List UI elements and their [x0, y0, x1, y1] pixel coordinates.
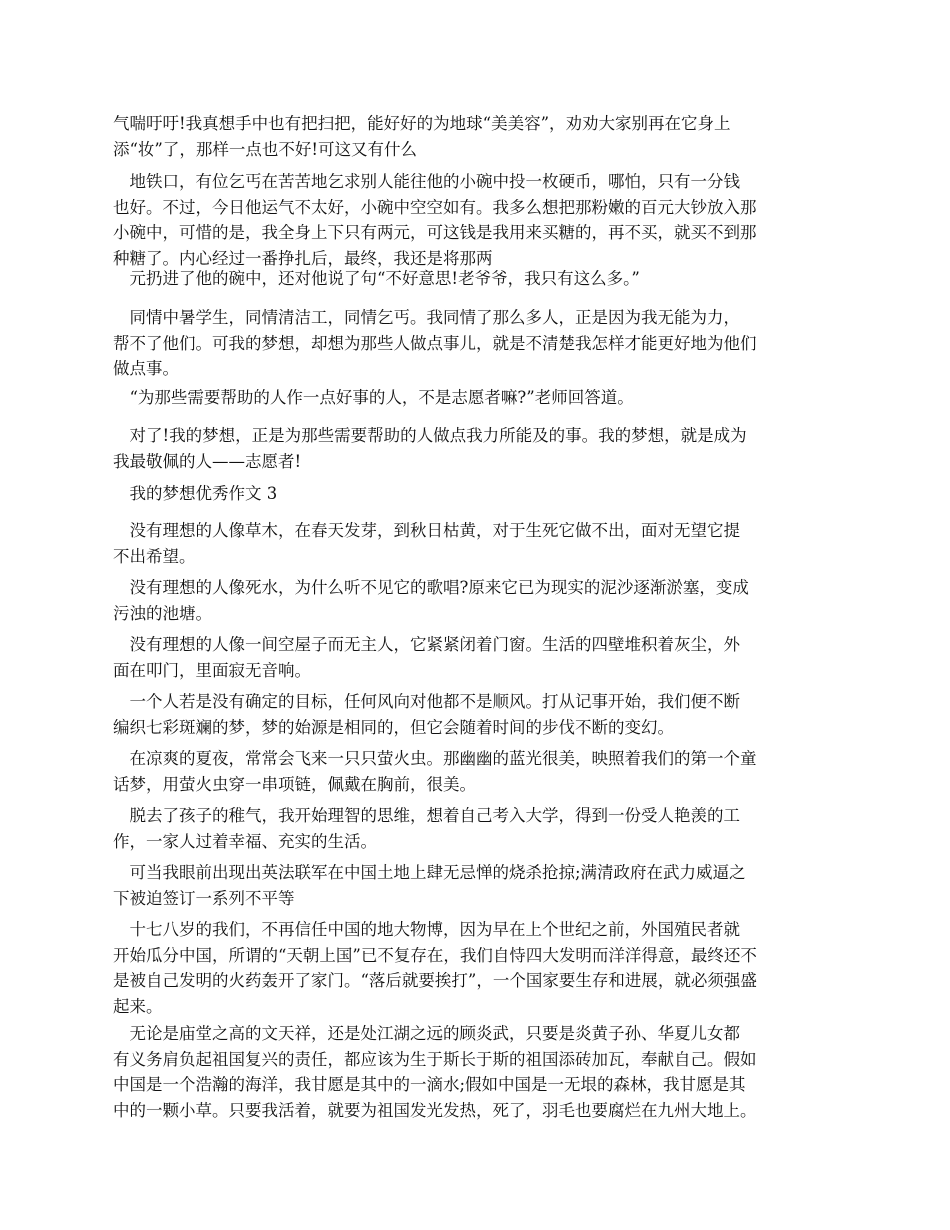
paragraph-14 — [113, 917, 843, 1019]
text-line: 脱去了孩子的稚气，我开始理智的思维，想着自己考入大学，得到一份受人艳羡的工 — [113, 806, 740, 825]
text-line: 没有理想的人像死水，为什么听不见它的歌唱?原来它已为现实的泥沙逐渐淤塞，变成 — [113, 578, 749, 597]
text-line: 元扔进了他的碗中，还对他说了句“不好意思!老爷爷，我只有这么多。” — [113, 269, 640, 288]
paragraph-1 — [113, 111, 843, 162]
text-line: 是被自己发明的火药轰开了家门。“落后就要挨打”，一个国家要生存和进展，就必须强盛 — [113, 971, 757, 990]
paragraph-13 — [113, 860, 843, 911]
text-line: 种糖了。内心经过一番挣扎后，最终，我还是将那两 — [113, 248, 493, 268]
text-line: 起来。 — [113, 996, 163, 1016]
text-line: 也好。不过，今日他运气不太好，小碗中空空如有。我多么想把那粉嫩的百元大钞放入那 — [113, 197, 757, 217]
text-line: 开始瓜分中国，所谓的“天朝上国”已不复存在，我们自恃四大发明而洋洋得意，最终还不 — [113, 945, 757, 965]
paragraph-5 — [113, 385, 843, 411]
text-line: 中国是一个浩瀚的海洋，我甘愿是其中的一滴水;假如中国是一无垠的森林，我甘愿是其 — [113, 1075, 746, 1094]
text-line: 地铁口，有位乞丐在苦苦地乞求别人能往他的小碗中投一枚硬币，哪怕，只有一分钱 — [113, 172, 740, 191]
text-line: 做点事。 — [113, 359, 179, 378]
paragraph-6 — [113, 423, 843, 474]
paragraph-4 — [113, 305, 843, 382]
text-line: 没有理想的人像一间空屋子而无主人，它紧紧闭着门窗。生活的四壁堆积着灰尘，外 — [113, 635, 740, 654]
paragraph-8 — [113, 575, 843, 626]
text-line: 不出希望。 — [113, 546, 196, 566]
text-line: 无论是庙堂之高的文天祥，还是处江湖之远的顾炎武，只要是炎黄子孙、华夏儿女都 — [113, 1024, 740, 1043]
text-line: 有义务肩负起祖国复兴的责任，都应该为生于斯长于斯的祖国添砖加瓦，奉献自己。假如 — [113, 1049, 757, 1069]
text-line: 中的一颗小草。只要我活着，就要为祖国发光发热，死了，羽毛也要腐烂在九州大地上。 — [113, 1100, 757, 1120]
text-line: 小碗中，可惜的是，我全身上下只有两元，可这钱是我用来买糖的，再不买，就买不到那 — [113, 223, 757, 242]
text-line: 帮不了他们。可我的梦想，却想为那些人做点事儿，就是不清楚我怎样才能更好地为他们 — [113, 333, 757, 353]
text-line: 对了!我的梦想，正是为那些需要帮助的人做点我力所能及的事。我的梦想，就是成为 — [113, 426, 747, 445]
paragraph-9 — [113, 632, 843, 683]
paragraph-11 — [113, 746, 843, 797]
paragraph-12 — [113, 803, 843, 854]
text-line: 话梦，用萤火虫穿一串项链，佩戴在胸前，很美。 — [113, 774, 476, 794]
text-line: 作，一家人过着幸福、充实的生活。 — [113, 831, 377, 851]
paragraph-15 — [113, 1021, 843, 1123]
paragraph-10 — [113, 689, 843, 740]
text-line: 我的梦想优秀作文 3 — [113, 484, 278, 503]
text-line: 添“妆”了，那样一点也不好!可这又有什么 — [113, 139, 418, 159]
text-line: 在凉爽的夏夜，常常会飞来一只只萤火虫。那幽幽的蓝光很美，映照着我们的第一个童 — [113, 749, 757, 768]
text-line: 十七八岁的我们，不再信任中国的地大物博，因为早在上个世纪之前，外国殖民者就 — [113, 920, 740, 939]
paragraph-7 — [113, 518, 843, 569]
text-line: 污浊的池塘。 — [113, 603, 212, 623]
text-line: 我最敬佩的人——志愿者! — [113, 451, 302, 471]
text-line: 没有理想的人像草木，在春天发芽，到秋日枯黄，对于生死它做不出，面对无望它提 — [113, 521, 740, 540]
text-line: 一个人若是没有确定的目标，任何风向对他都不是顺风。打从记事开始，我们便不断 — [113, 692, 740, 711]
text-line: 下被迫签订一系列不平等 — [113, 888, 295, 908]
text-line: “为那些需要帮助的人作一点好事的人，不是志愿者嘛?”老师回答道。 — [113, 388, 634, 407]
text-line: 气喘吁吁!我真想手中也有把扫把，能好好的为地球“美美容”，劝劝大家别再在它身上 — [113, 114, 731, 133]
paragraph-2 — [113, 169, 843, 271]
paragraph-3 — [113, 266, 843, 292]
section-heading — [113, 481, 843, 507]
text-line: 编织七彩斑斓的梦，梦的始源是相同的，但它会随着时间的步伐不断的变幻。 — [113, 717, 674, 737]
text-line: 同情中暑学生，同情清洁工，同情乞丐。我同情了那么多人，正是因为我无能为力， — [113, 308, 740, 327]
text-line: 面在叩门，里面寂无音响。 — [113, 660, 311, 680]
text-line: 可当我眼前出现出英法联军在中国土地上肆无忌惮的烧杀抢掠;满清政府在武力威逼之 — [113, 863, 746, 882]
